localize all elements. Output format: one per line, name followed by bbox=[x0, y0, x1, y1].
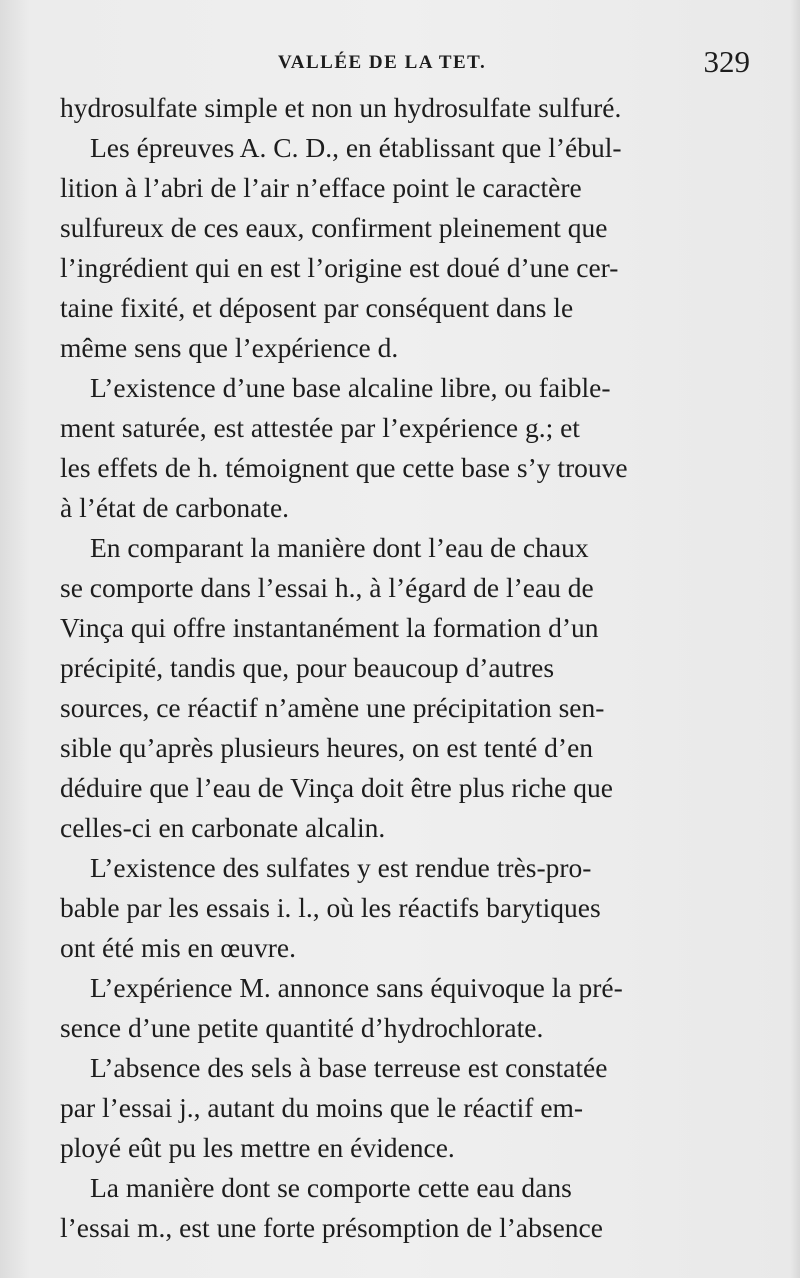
page-header bbox=[60, 44, 750, 86]
text-line: déduire que l’eau de Vinça doit être plus riche que bbox=[60, 772, 613, 803]
text-line: même sens que l’expérience d. bbox=[60, 332, 399, 363]
paragraph-start-line: L’absence des sels à base terreuse est constatée bbox=[90, 1052, 608, 1083]
text-line: sible qu’après plusieurs heures, on est tenté d’en bbox=[60, 732, 594, 763]
paragraph-start-line: En comparant la manière dont l’eau de chaux bbox=[90, 532, 589, 563]
text-line: Vinça qui offre instantanément la formation d’un bbox=[60, 612, 599, 643]
paragraph-start-line: L’existence d’une base alcaline libre, ou faible- bbox=[90, 372, 611, 403]
page-number: 329 bbox=[703, 44, 750, 79]
text-line: sources, ce réactif n’amène une précipitation sen- bbox=[60, 692, 605, 723]
text-line: hydrosulfate simple et non un hydrosulfate sulfuré. bbox=[60, 92, 622, 123]
body-text bbox=[60, 88, 742, 1248]
text-line: ont été mis en œuvre. bbox=[60, 932, 296, 963]
paragraph-start-line: La manière dont se comporte cette eau dans bbox=[90, 1172, 572, 1203]
text-line: celles-ci en carbonate alcalin. bbox=[60, 812, 386, 843]
text-line: par l’essai j., autant du moins que le réactif em- bbox=[60, 1092, 584, 1123]
paragraph-start-line: L’expérience M. annonce sans équivoque la pré- bbox=[90, 972, 623, 1003]
text-line: lition à l’abri de l’air n’efface point le caractère bbox=[60, 172, 582, 203]
text-line: l’essai m., est une forte présomption de l’absence bbox=[60, 1212, 603, 1243]
text-line: à l’état de carbonate. bbox=[60, 492, 290, 523]
paragraph-start-line: L’existence des sulfates y est rendue très-pro- bbox=[90, 852, 592, 883]
text-line: précipité, tandis que, pour beaucoup d’autres bbox=[60, 652, 555, 683]
text-line: les effets de h. témoignent que cette base s’y trouve bbox=[60, 452, 628, 483]
running-head: VALLÉE DE LA TET. bbox=[278, 52, 487, 73]
text-line: bable par les essais i. l., où les réactifs barytiques bbox=[60, 892, 601, 923]
text-line: ment saturée, est attestée par l’expérience g.; et bbox=[60, 412, 580, 443]
text-line: ployé eût pu les mettre en évidence. bbox=[60, 1132, 455, 1163]
text-line: l’ingrédient qui en est l’origine est doué d’une cer- bbox=[60, 252, 619, 283]
text-line: sulfureux de ces eaux, confirment pleinement que bbox=[60, 212, 608, 243]
text-line: taine fixité, et déposent par conséquent dans le bbox=[60, 292, 574, 323]
paragraph-start-line: Les épreuves A. C. D., en établissant que l’ébul- bbox=[90, 132, 622, 163]
text-line: sence d’une petite quantité d’hydrochlorate. bbox=[60, 1012, 544, 1043]
text-line: se comporte dans l’essai h., à l’égard de l’eau de bbox=[60, 572, 594, 603]
